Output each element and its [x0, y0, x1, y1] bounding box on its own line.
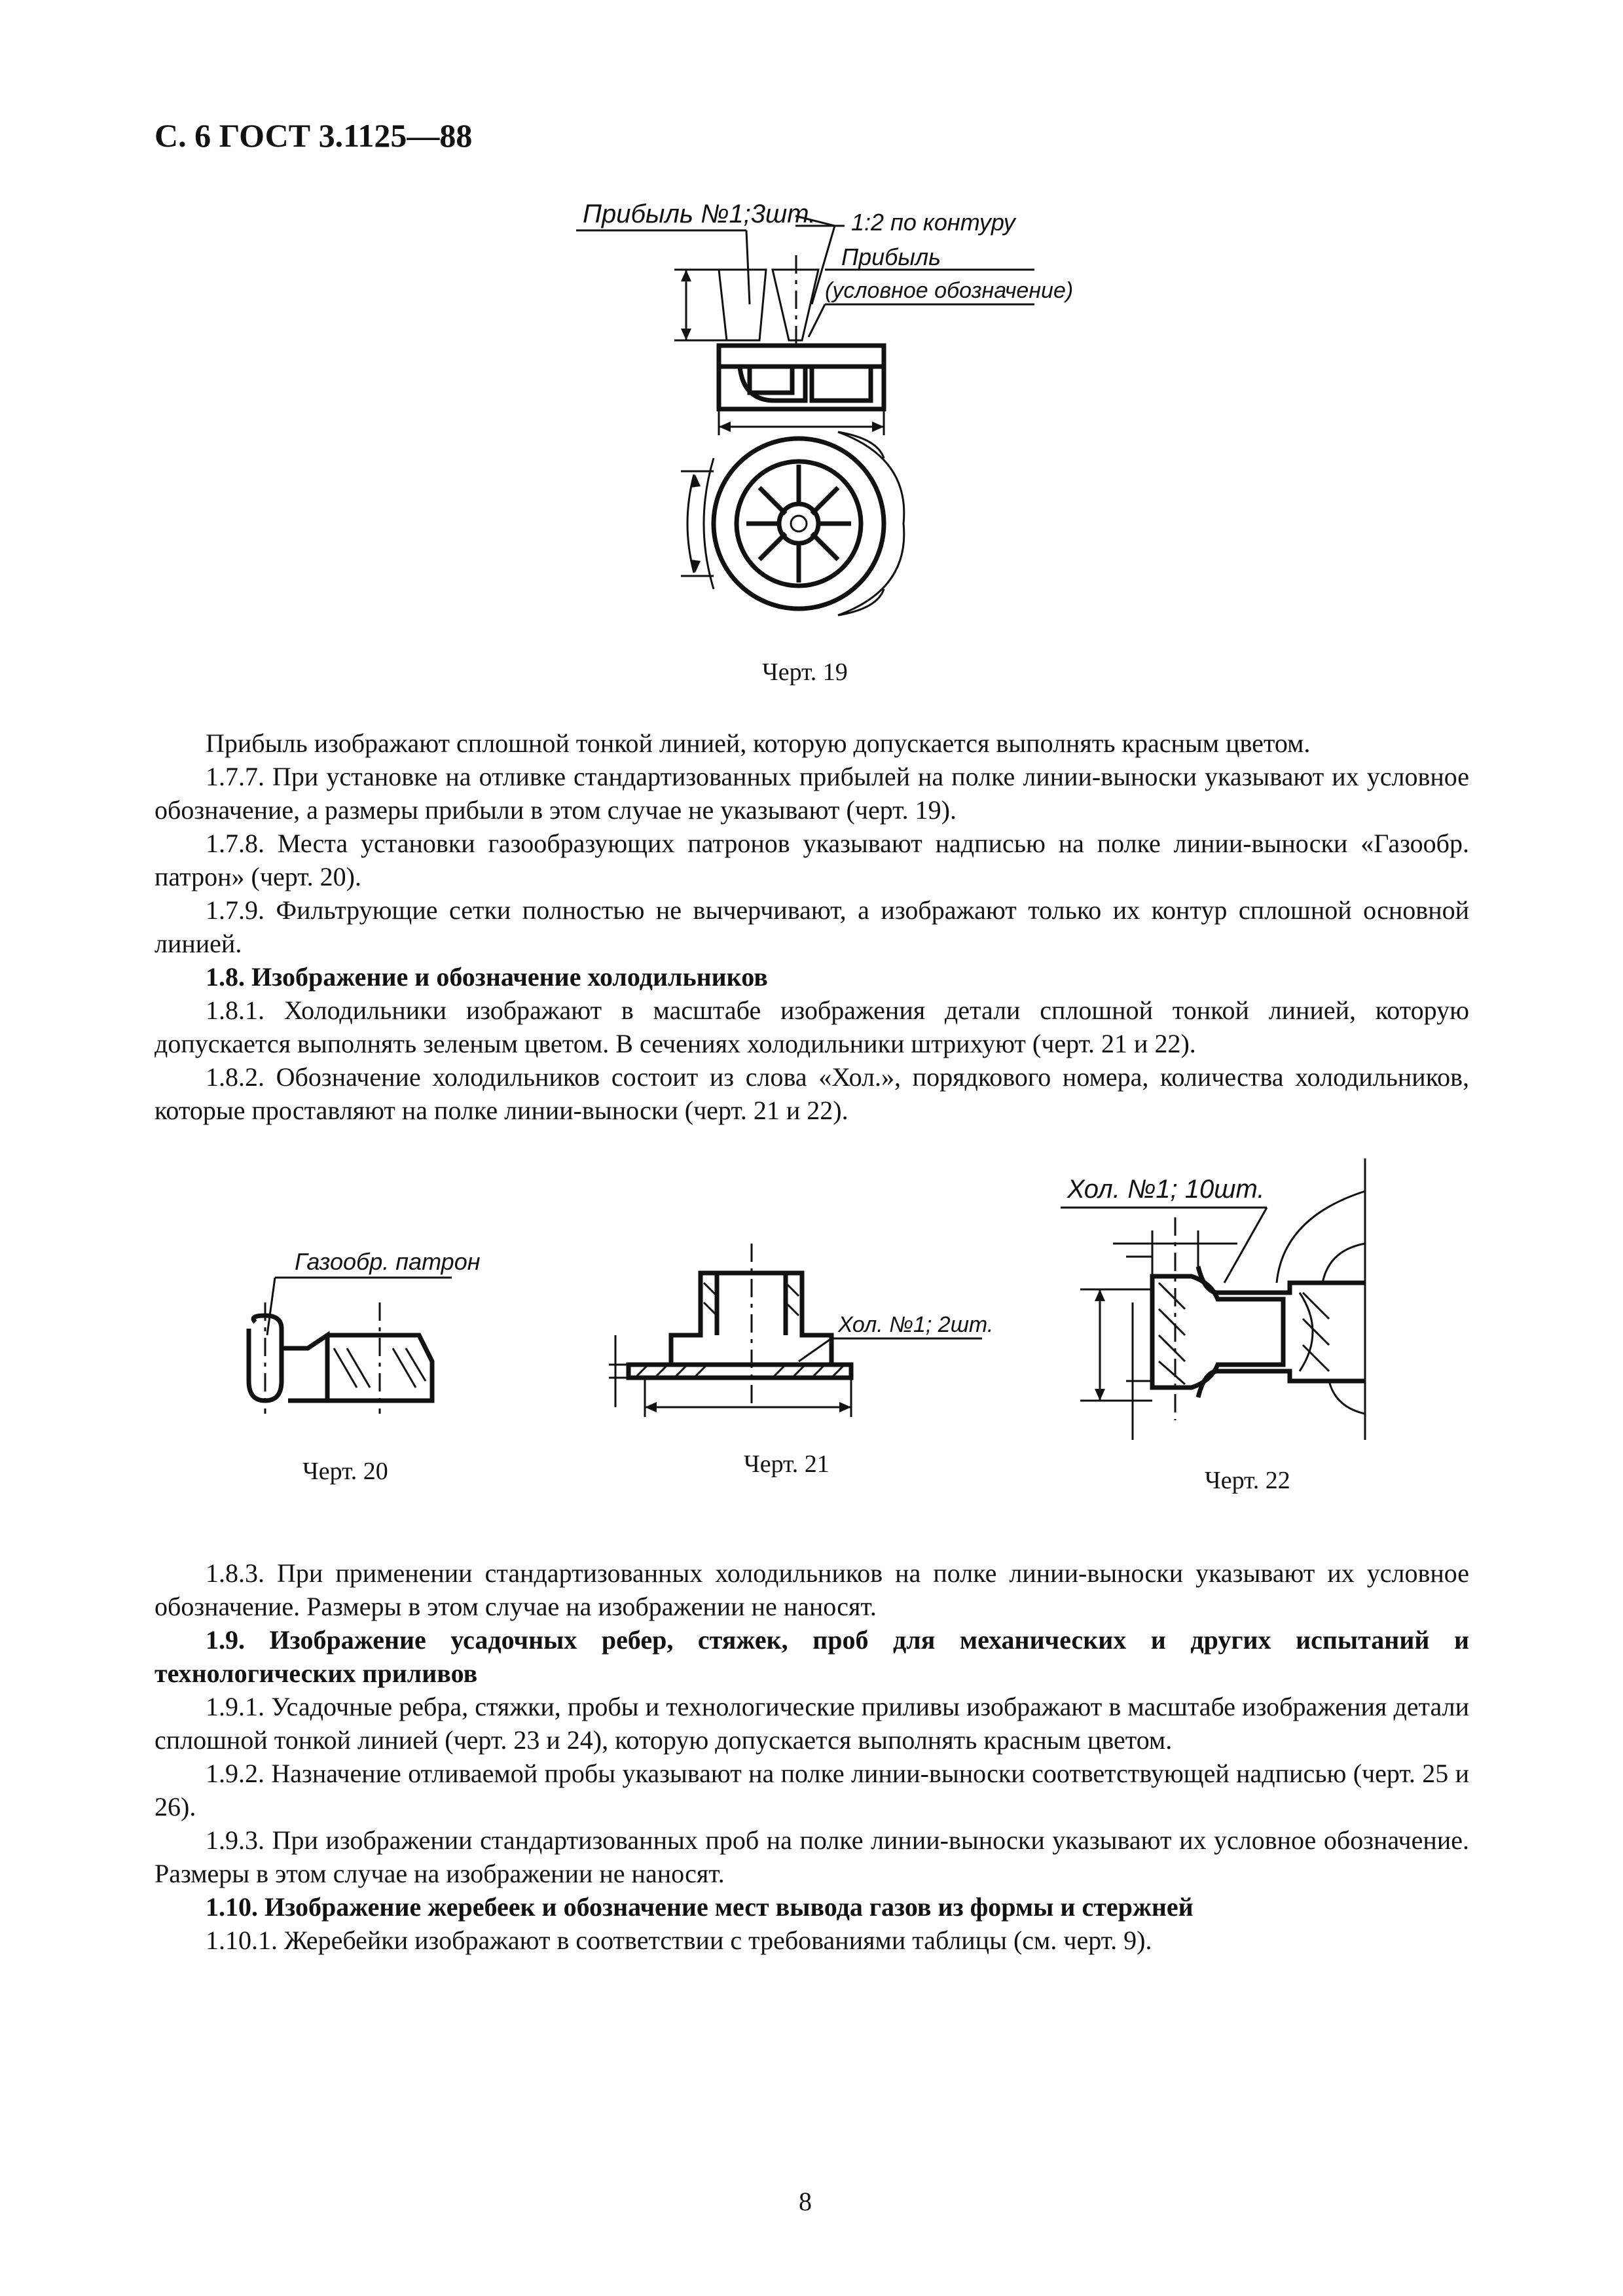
paragraph: 1.9.2. Назначение отливаемой пробы указывают на полке линии-выноски соответствующей надписью (черт. 25 и 26). [155, 1759, 1469, 1821]
fig21-caption: Черт. 21 [744, 1450, 830, 1478]
paragraph: 1.7.7. При установке на отливке стандартизованных прибылей на полке линии-выноски указывают их условное обозначение, а размеры прибыли в этом случае не указывают (черт. 19). [155, 762, 1469, 825]
section-heading: 1.8. Изображение и обозначение холодильников [206, 962, 768, 992]
paragraph: 1.7.9. Фильтрующие сетки полностью не вычерчивают, а изображают только их контур сплошной основной линией. [155, 895, 1469, 958]
section-heading: 1.9. Изображение усадочных ребер, стяжек, проб для механических и других испытаний и технологических приливов [155, 1625, 1469, 1688]
fig22-label: Хол. №1; 10шт. [1067, 1175, 1265, 1204]
paragraph: 1.7.8. Места установки газообразующих патронов указывают надписью на полке линии-выноски «Газообр. патрон» (черт. 20). [155, 829, 1469, 891]
paragraph: 1.8.3. При применении стандартизованных холодильников на полке линии-выноски указывают их условное обозначение. Размеры в этом случае на изображении не наносят. [155, 1558, 1469, 1621]
page-number: 8 [799, 2187, 812, 2216]
paragraph: 1.10.1. Жеребейки изображают в соответствии с требованиями таблицы (см. черт. 9). [206, 1926, 1152, 1955]
fig19-caption: Черт. 19 [762, 658, 848, 686]
fig19-label-uslovnoe: (условное обозначение) [825, 278, 1074, 303]
fig20-label: Газообр. патрон [295, 1248, 481, 1275]
paragraph: Прибыль изображают сплошной тонкой линией, которую допускается выполнять красным цветом. [206, 728, 1311, 758]
page-header: С. 6 ГОСТ 3.1125—88 [155, 117, 473, 154]
paragraph: 1.8.1. Холодильники изображают в масштабе изображения детали сплошной тонкой линией, которую допускается выполнять зеленым цветом. В сечениях холодильники штрихуют (черт. 21 и 22). [155, 996, 1469, 1058]
paragraph: 1.9.3. При изображении стандартизованных проб на полке линии-выноски указывают их условное обозначение. Размеры в этом случае на изображении не наносят. [155, 1825, 1469, 1888]
fig21-label: Хол. №1; 2шт. [838, 1312, 994, 1337]
fig19-label-pribyl: Прибыль [841, 243, 941, 270]
paragraph: 1.9.1. Усадочные ребра, стяжки, пробы и технологические приливы изображают в масштабе изображения детали сплошной тонкой линией (черт. 23 и 24), которую допускается выполнять красным цветом. [155, 1692, 1469, 1755]
paragraph: 1.8.2. Обозначение холодильников состоит из слова «Хол.», порядкового номера, количества холодильников, которые проставляют на полке линии-выноски (черт. 21 и 22). [155, 1062, 1469, 1125]
fig22-caption: Черт. 22 [1205, 1467, 1290, 1494]
section-heading: 1.10. Изображение жеребеек и обозначение мест вывода газов из формы и стержней [206, 1892, 1194, 1922]
fig19-label-scale: 1:2 по контуру [851, 209, 1015, 236]
text-block-bottom [155, 1556, 1469, 1957]
fig19-label-pribyl-no1: Прибыль №1;3шт. [583, 200, 816, 228]
fig20-caption: Черт. 20 [302, 1458, 388, 1485]
